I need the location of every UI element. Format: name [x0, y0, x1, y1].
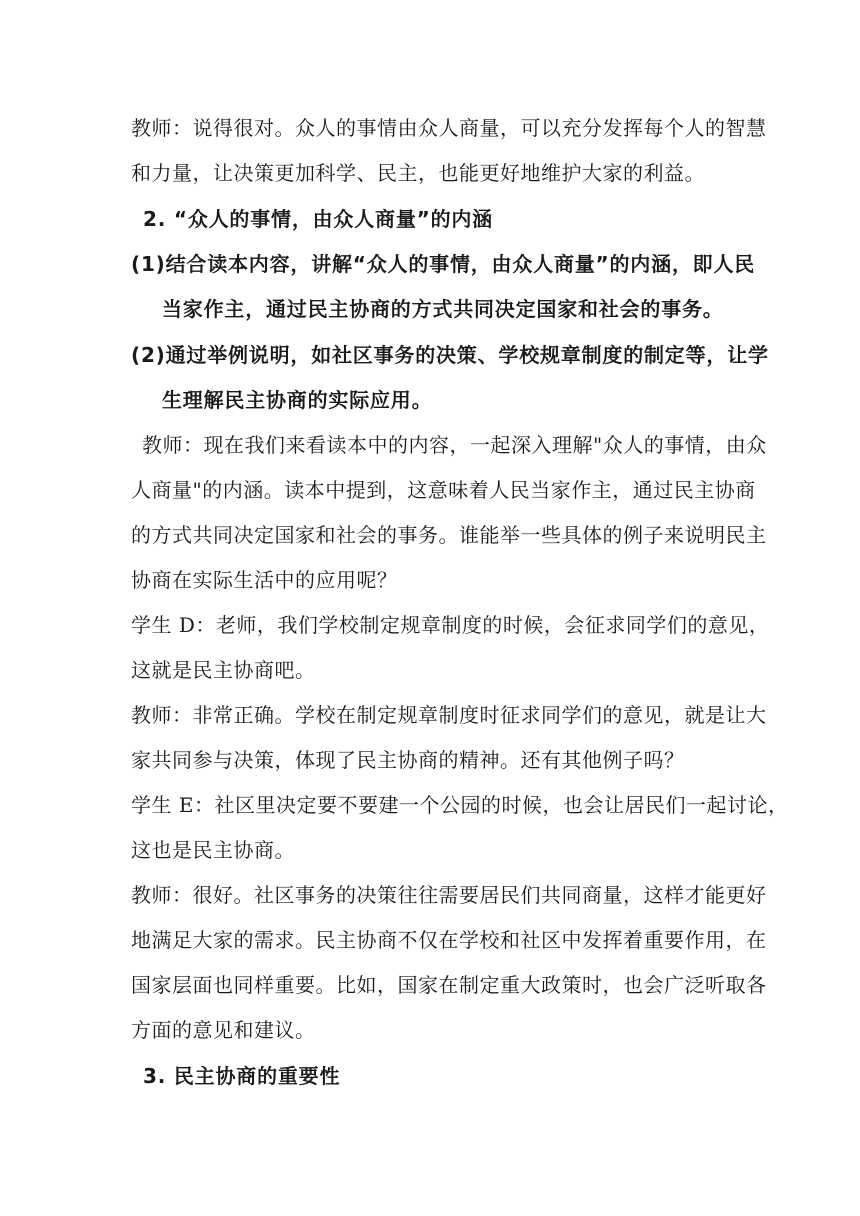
paragraph-line: 教师：说得很对。众人的事情由众人商量，可以充分发挥每个人的智慧 — [131, 116, 767, 140]
paragraph-line: 家共同参与决策，体现了民主协商的精神。还有其他例子吗？ — [131, 748, 685, 772]
paragraph-line: 教师：现在我们来看读本中的内容，一起深入理解"众人的事情，由众 — [142, 433, 767, 457]
paragraph-line: 这也是民主协商。 — [131, 838, 295, 862]
list-item-continuation: 当家作主，通过民主协商的方式共同决定国家和社会的事务。 — [162, 297, 724, 321]
paragraph-line: 学生 D：老师，我们学校制定规章制度的时候，会征求同学们的意见， — [131, 613, 770, 637]
list-item-continuation: 生理解民主协商的实际应用。 — [162, 388, 433, 412]
paragraph-line: 地满足大家的需求。民主协商不仅在学校和社区中发挥着重要作用，在 — [131, 928, 767, 952]
section-heading: 3. 民主协商的重要性 — [143, 1064, 341, 1088]
paragraph-line: 这就是民主协商吧。 — [131, 658, 316, 682]
paragraph-line: 教师：非常正确。学校在制定规章制度时征求同学们的意见，就是让大 — [131, 703, 767, 727]
paragraph-line: 国家层面也同样重要。比如，国家在制定重大政策时，也会广泛听取各 — [131, 973, 767, 997]
section-heading: 2. “众人的事情，由众人商量”的内涵 — [143, 207, 493, 231]
paragraph-line: 学生 E：社区里决定要不要建一个公园的时候，也会让居民们一起讨论， — [131, 793, 789, 817]
paragraph-line: 教师：很好。社区事务的决策往往需要居民们共同商量，这样才能更好 — [131, 883, 767, 907]
paragraph-line: 和力量，让决策更加科学、民主，也能更好地维护大家的利益。 — [131, 161, 705, 185]
list-item: (2)通过举例说明，如社区事务的决策、学校规章制度的制定等，让学 — [131, 343, 769, 367]
list-item: (1)结合读本内容，讲解“众人的事情，由众人商量”的内涵，即人民 — [131, 252, 756, 276]
paragraph-line: 方面的意见和建议。 — [131, 1018, 316, 1042]
paragraph-line: 协商在实际生活中的应用呢？ — [131, 568, 398, 592]
paragraph-line: 人商量"的内涵。读本中提到，这意味着人民当家作主，通过民主协商 — [131, 478, 756, 502]
paragraph-line: 的方式共同决定国家和社会的事务。谁能举一些具体的例子来说明民主 — [131, 523, 767, 547]
